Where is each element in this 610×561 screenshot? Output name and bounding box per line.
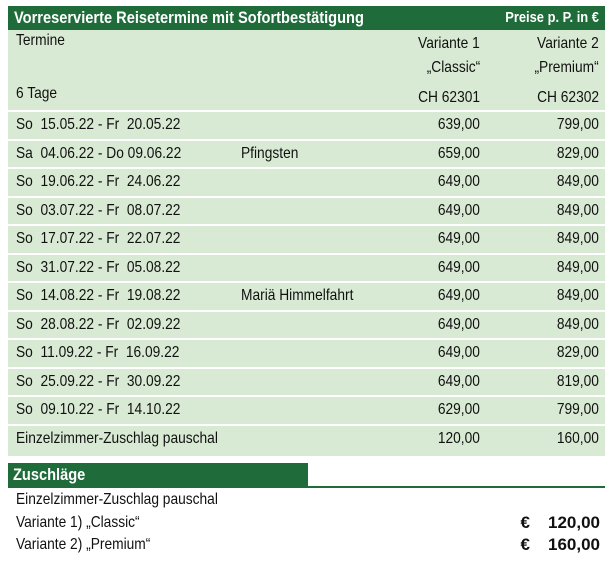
- row-price-classic: 649,00: [437, 287, 480, 304]
- title-bar: [8, 6, 605, 30]
- row-price-classic: 629,00: [437, 401, 480, 418]
- euro-sign: €: [520, 513, 530, 532]
- row-note: Pfingsten: [241, 144, 299, 162]
- row-price-classic: 639,00: [437, 116, 480, 133]
- variant2-code: CH 62302: [537, 89, 599, 106]
- table-header: [8, 30, 605, 112]
- row-price-classic: 649,00: [437, 201, 480, 219]
- zuschlaege-heading: Zuschläge: [13, 465, 86, 484]
- row-dates: So 19.06.22 - Fr 24.06.22: [16, 173, 181, 190]
- dates-table: [8, 30, 605, 456]
- row-price-premium: 819,00: [556, 372, 599, 390]
- row-price-classic: 120,00: [437, 429, 480, 447]
- row-price-premium: 829,00: [556, 344, 599, 361]
- row-price-premium: 849,00: [556, 315, 599, 333]
- variant1-header: [408, 32, 480, 110]
- row-dates: So 11.09.22 - Fr 16.09.22: [16, 344, 180, 361]
- table-body: [8, 112, 605, 456]
- row-dates: So 03.07.22 - Fr 08.07.22: [16, 201, 181, 219]
- page-title: Vorreservierte Reisetermine mit Sofortbestätigung: [14, 8, 364, 27]
- row-dates: So 14.08.22 - Fr 19.08.22: [16, 287, 181, 304]
- row-price-premium: 849,00: [556, 258, 599, 276]
- variant2-title: Variante 2: [537, 35, 599, 52]
- row-price-premium: 799,00: [556, 401, 599, 418]
- table-row: [8, 283, 605, 312]
- row-price-classic: 649,00: [437, 230, 480, 247]
- table-row: [8, 397, 605, 426]
- surcharge-classic-label: Variante 1) „Classic“: [16, 514, 140, 531]
- surcharge-classic-value: [521, 513, 600, 533]
- variant1-title: Variante 1: [418, 35, 480, 52]
- price-note: Preise p. P. in €: [505, 9, 599, 26]
- table-row: [8, 369, 605, 398]
- row-price-premium: 849,00: [556, 201, 599, 219]
- row-dates: So 15.05.22 - Fr 20.05.22: [16, 116, 181, 133]
- row-dates: Sa 04.06.22 - Do 09.06.22: [16, 144, 182, 162]
- table-row: [8, 312, 605, 341]
- surcharge-title: Einzelzimmer-Zuschlag pauschal: [16, 491, 218, 508]
- variant2-header: [524, 32, 599, 110]
- variant1-code: CH 62301: [418, 89, 480, 106]
- row-dates: Einzelzimmer-Zuschlag pauschal: [16, 429, 218, 447]
- row-price-premium: 160,00: [556, 429, 599, 447]
- row-price-classic: 649,00: [437, 315, 480, 333]
- variant1-name: „Classic“: [426, 59, 480, 76]
- table-row: [8, 141, 605, 170]
- row-dates: So 25.09.22 - Fr 30.09.22: [16, 372, 181, 390]
- surcharge-premium-amount: 160,00: [548, 535, 600, 554]
- row-price-premium: 829,00: [556, 144, 599, 162]
- zuschlaege-divider: [8, 486, 605, 488]
- surcharge-premium-value: [521, 535, 600, 555]
- duration-label: 6 Tage: [16, 85, 58, 102]
- row-price-classic: 649,00: [437, 372, 480, 390]
- table-row: [8, 112, 605, 141]
- row-price-premium: 849,00: [556, 173, 599, 190]
- row-price-classic: 649,00: [437, 258, 480, 276]
- zuschlaege-bar: [8, 463, 308, 487]
- table-row: [8, 198, 605, 227]
- row-dates: So 28.08.22 - Fr 02.09.22: [16, 315, 181, 333]
- col-termine-label: Termine: [16, 32, 65, 49]
- table-row: [8, 255, 605, 284]
- surcharge-classic-amount: 120,00: [548, 513, 600, 532]
- table-row: [8, 426, 605, 456]
- row-price-premium: 799,00: [556, 116, 599, 133]
- row-dates: So 31.07.22 - Fr 05.08.22: [16, 258, 181, 276]
- table-row: [8, 340, 605, 369]
- row-price-premium: 849,00: [556, 230, 599, 247]
- table-row: [8, 169, 605, 198]
- row-price-premium: 849,00: [556, 287, 599, 304]
- row-price-classic: 649,00: [437, 344, 480, 361]
- row-note: Mariä Himmelfahrt: [241, 287, 354, 304]
- euro-sign: €: [520, 535, 530, 554]
- variant2-name: „Premium“: [534, 59, 599, 76]
- table-row: [8, 226, 605, 255]
- row-dates: So 17.07.22 - Fr 22.07.22: [16, 230, 181, 247]
- surcharge-premium-label: Variante 2) „Premium“: [16, 536, 151, 553]
- row-price-classic: 659,00: [437, 144, 480, 162]
- row-price-classic: 649,00: [437, 173, 480, 190]
- row-dates: So 09.10.22 - Fr 14.10.22: [16, 401, 181, 418]
